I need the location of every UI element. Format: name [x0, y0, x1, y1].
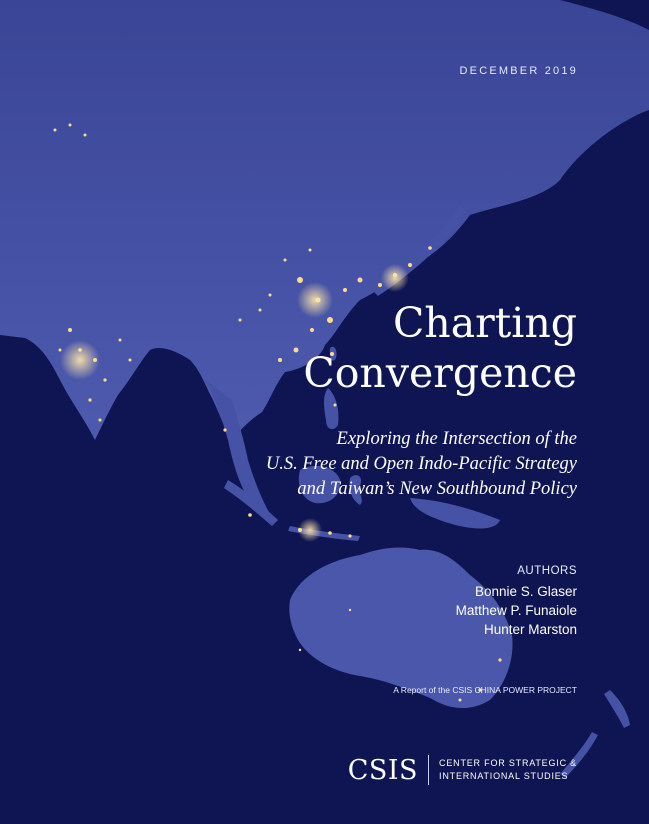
publisher-name-line-1: CENTER FOR STRATEGIC & — [439, 758, 577, 768]
csis-logo: CSIS — [347, 754, 419, 786]
publisher-name-line-2: INTERNATIONAL STUDIES — [439, 771, 569, 781]
publisher-name — [439, 757, 577, 783]
author-name: Matthew P. Funaiole — [455, 603, 577, 618]
author-name: Hunter Marston — [483, 622, 577, 637]
publication-date: DECEMBER 2019 — [459, 65, 578, 77]
authors-block — [456, 562, 577, 639]
authors-heading: AUTHORS — [517, 565, 577, 577]
publisher-footer — [348, 752, 577, 788]
report-subtitle — [266, 427, 577, 502]
subtitle-line-3: and Taiwan’s New Southbound Policy — [297, 479, 577, 499]
author-name: Bonnie S. Glaser — [474, 584, 577, 599]
title-line-2: Convergence — [303, 349, 577, 397]
logo-divider — [428, 755, 429, 785]
report-attribution: A Report of the CSIS CHINA POWER PROJECT — [393, 685, 577, 695]
report-title — [303, 298, 577, 398]
title-line-1: Charting — [392, 299, 577, 347]
subtitle-line-2: U.S. Free and Open Indo-Pacific Strategy — [265, 454, 577, 474]
subtitle-line-1: Exploring the Intersection of the — [336, 429, 577, 449]
